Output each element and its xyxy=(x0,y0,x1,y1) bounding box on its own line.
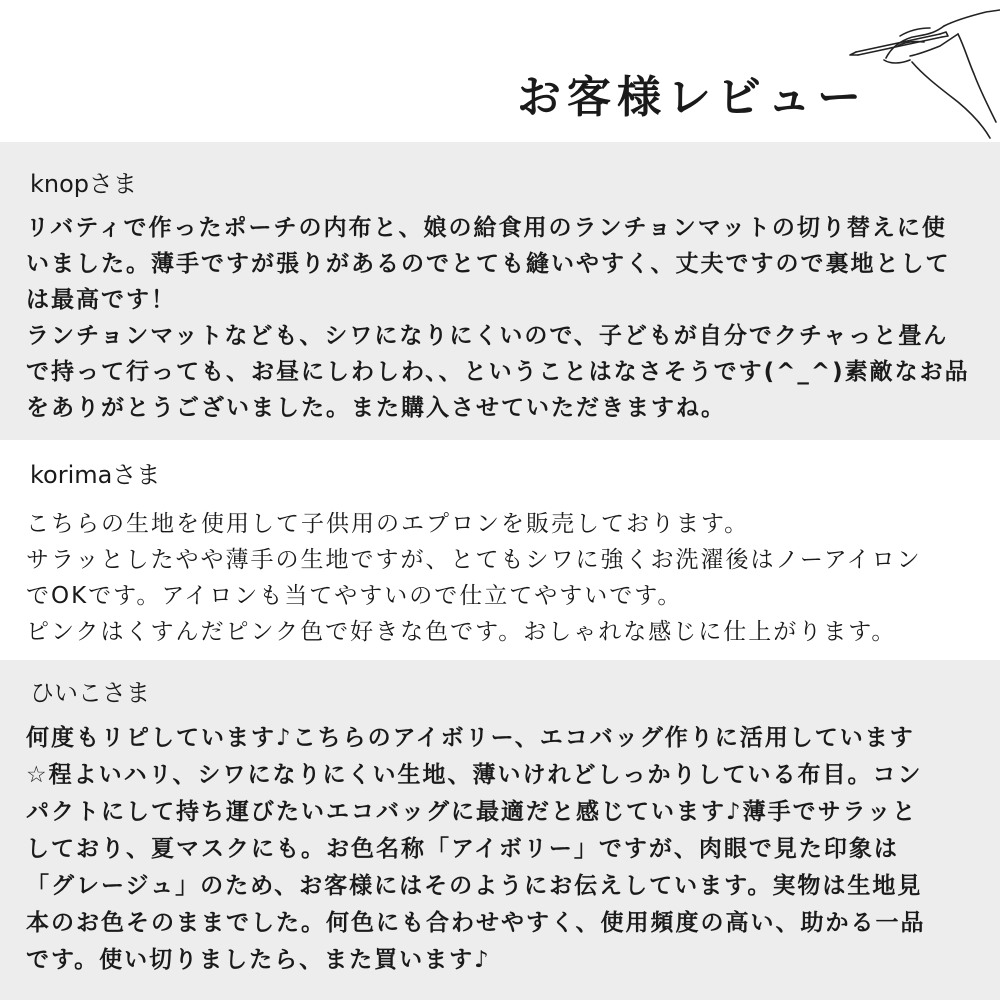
page-title: お客様レビュー xyxy=(517,72,867,123)
review-text: こちらの生地を使用して子供用のエプロンを販売しております。 サラッとしたやや薄手の生地ですが、とてもシワに強くお洗濯後はノーアイロン でOKです。アイロンも当てやすいので仕立てやすいです。 ピンクはくすんだピンク色で好きな色です。おしゃれな感じに仕上がります。 xyxy=(26,511,922,645)
reviewer-name: korimaさま xyxy=(30,461,161,489)
page-header xyxy=(0,0,1000,142)
reviewer-name: knopさま xyxy=(30,170,138,198)
review-card xyxy=(0,660,1000,1000)
review-text: リバティで作ったポーチの内布と、娘の給食用のランチョンマットの切り替えに使 いました。薄手ですが張りがあるのでとても縫いやすく、丈夫ですので裏地として は最高です！ ランチョンマットなども、シワになりにくいので、子どもが自分でクチャっと畳ん で持って行っても、お昼にしわしわ、、ということはなさそうです(^_^)素敵なお品 をありがとうございました。また購入させていただきますね。 xyxy=(26,215,970,421)
review-card xyxy=(0,142,1000,440)
review-text: 何度もリピしています♪こちらのアイボリー、エコバッグ作りに活用しています ☆程よいハリ、シワになりにくい生地、薄いけれどしっかりしている布目。コン パクトにして持ち運びたいエコバッグに最適だと感じています♪薄手でサラッと しており、夏マスクにも。お色名称「アイボリー」ですが、肉眼で見た印象は 「グレージュ」のため、お客様にはそのようにお伝えしています。実物は生地見 本のお色そのままでした。何色にも合わせやすく、使用頻度の高い、助かる一品 です。使い切りましたら、また買います♪ xyxy=(26,725,926,973)
review-card xyxy=(0,440,1000,660)
reviewer-name: ひいこさま xyxy=(30,679,150,707)
hand-writing-with-pen-icon xyxy=(840,6,1000,142)
